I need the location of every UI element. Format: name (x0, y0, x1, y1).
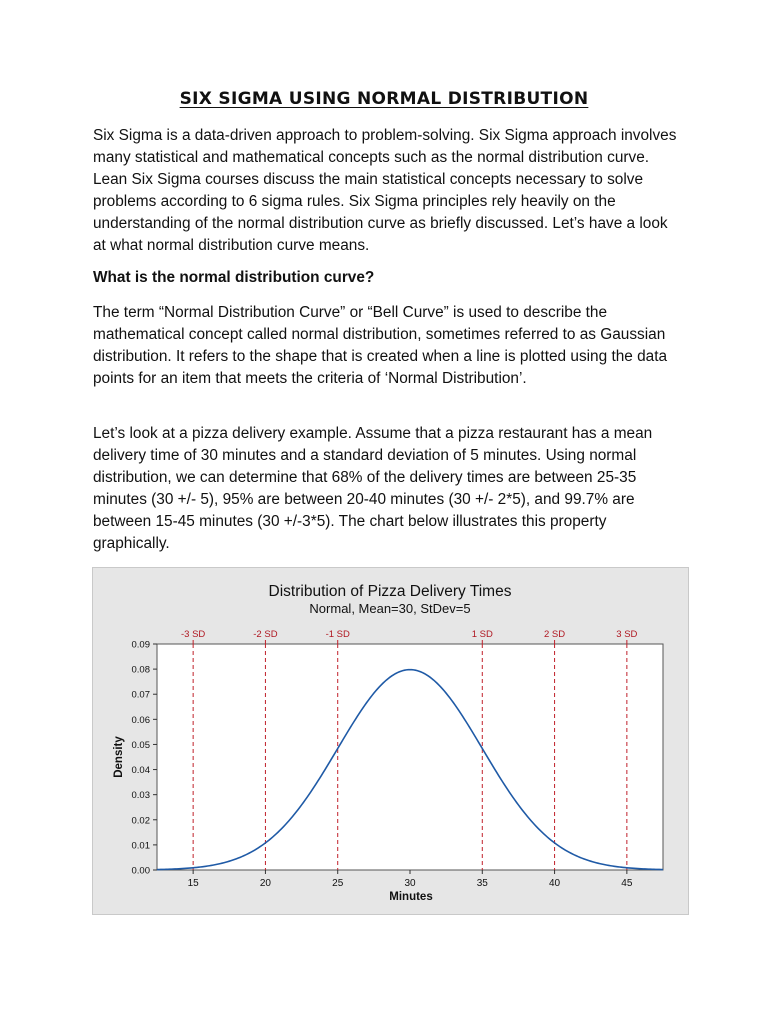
x-tick-label: 25 (332, 878, 344, 889)
y-tick-label: 0.09 (131, 639, 150, 651)
y-axis-label: Density (113, 736, 125, 778)
chart-title: Distribution of Pizza Delivery Times (268, 583, 512, 600)
y-tick-label: 0.04 (131, 765, 150, 777)
y-tick-label: 0.06 (131, 714, 150, 726)
x-tick-label: 30 (404, 878, 416, 889)
x-tick-label: 40 (549, 878, 561, 889)
x-tick-label: 35 (476, 878, 488, 889)
x-tick-label: 20 (259, 878, 271, 889)
example-paragraph: Let’s look at a pizza delivery example. Assume that a pizza restaurant has a mean delivery time of 30 minutes and a standard deviation of 5 minutes. Using normal distribution, we can determine that 68% of the delivery times are between 25-35 minutes (30 +/- 5), 95% are between 20-40 minutes (30 +/- 2*5), and 99.7% are between 15-45 minutes (30 +/-3*5). The chart below illustrates this property graphically. (93, 425, 653, 552)
sd-label: 3 SD (616, 629, 638, 640)
x-axis-label: Minutes (389, 891, 433, 903)
y-tick-label: 0.03 (131, 790, 150, 802)
chart-subtitle: Normal, Mean=30, StDev=5 (309, 601, 471, 616)
intro-paragraph: Six Sigma is a data-driven approach to problem-solving. Six Sigma approach involves many statistical and mathematical concepts such as the normal distribution curve. Lean Six Sigma courses discuss the main statistical concepts necessary to solve problems according to 6 sigma rules. Six Sigma principles rely heavily on the understanding of the normal distribution curve as briefly discussed. Let’s have a look at what normal distribution curve means. (93, 127, 677, 254)
definition-paragraph: The term “Normal Distribution Curve” or “Bell Curve” is used to describe the mathematical concept called normal distribution, sometimes referred to as Gaussian distribution. It refers to the shape that is created when a line is plotted using the data points for an item that meets the criteria of ‘Normal Distribution’. (93, 304, 668, 387)
x-axis (188, 870, 633, 889)
page-title: SIX SIGMA USING NORMAL DISTRIBUTION (179, 89, 589, 109)
y-tick-label: 0.00 (131, 865, 150, 877)
x-tick-label: 15 (187, 878, 199, 889)
y-tick-label: 0.01 (131, 840, 150, 852)
section-heading: What is the normal distribution curve? (93, 269, 375, 286)
sd-label: -2 SD (253, 629, 278, 640)
y-axis (132, 640, 158, 877)
y-tick-label: 0.02 (131, 815, 150, 827)
y-tick-label: 0.07 (131, 689, 150, 701)
x-tick-label: 45 (621, 878, 633, 889)
y-tick-label: 0.08 (131, 664, 150, 676)
sd-label: 1 SD (471, 629, 493, 640)
plot-area (157, 644, 663, 870)
sd-label: -1 SD (325, 629, 350, 640)
normal-distribution-chart (92, 567, 689, 915)
sd-label: -3 SD (180, 629, 206, 640)
sd-label: 2 SD (544, 629, 566, 640)
y-tick-label: 0.05 (131, 739, 150, 751)
